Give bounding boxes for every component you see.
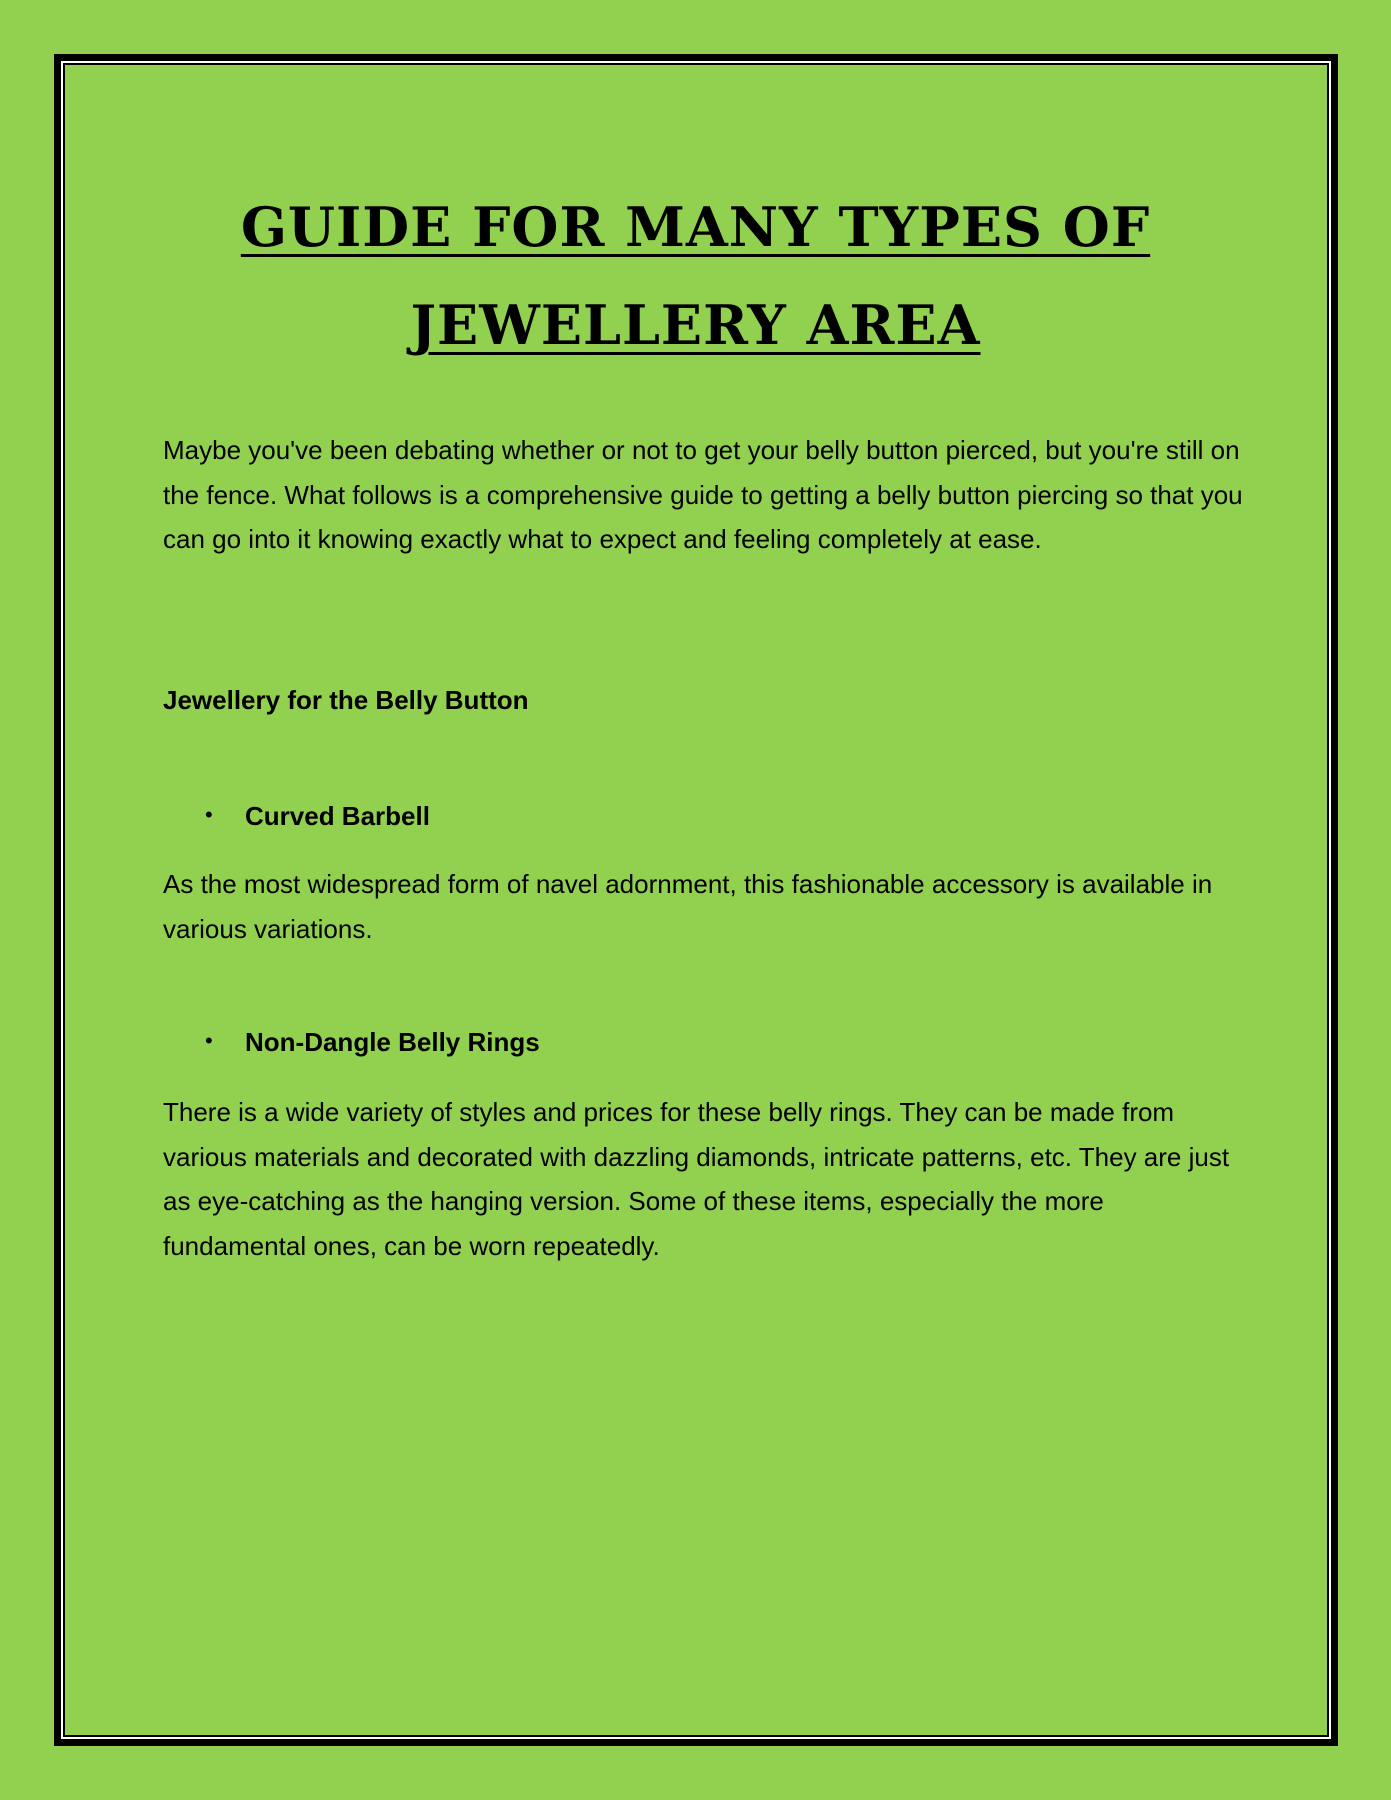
- page-title: [0, 178, 1391, 374]
- item-text: There is a wide variety of styles and prices for these belly rings. They can be made from various materials and decorated with dazzling diamonds, intricate patterns, etc. They are just as eye-catching as the hanging version. Some of these items, especially the more fundamental ones, can be worn repeatedly.: [163, 1097, 1230, 1261]
- bullet-icon: •: [205, 1028, 213, 1053]
- section-heading: Jewellery for the Belly Button: [163, 685, 529, 715]
- item-label: Curved Barbell: [245, 801, 430, 831]
- item-label: Non-Dangle Belly Rings: [245, 1027, 540, 1057]
- title-line-2: JEWELLERY AREA: [410, 293, 981, 357]
- bullet-icon: •: [205, 802, 213, 827]
- item-text: As the most widespread form of navel adornment, this fashionable accessory is available in various variations.: [163, 869, 1213, 944]
- title-line-1: GUIDE FOR MANY TYPES OF: [240, 195, 1151, 259]
- intro-paragraph: Maybe you've been debating whether or not to get your belly button pierced, but you're still on the fence. What follows is a comprehensive guide to getting a belly button piercing so that you can go into it knowing exactly what to expect and feeling completely at ease.: [163, 435, 1243, 554]
